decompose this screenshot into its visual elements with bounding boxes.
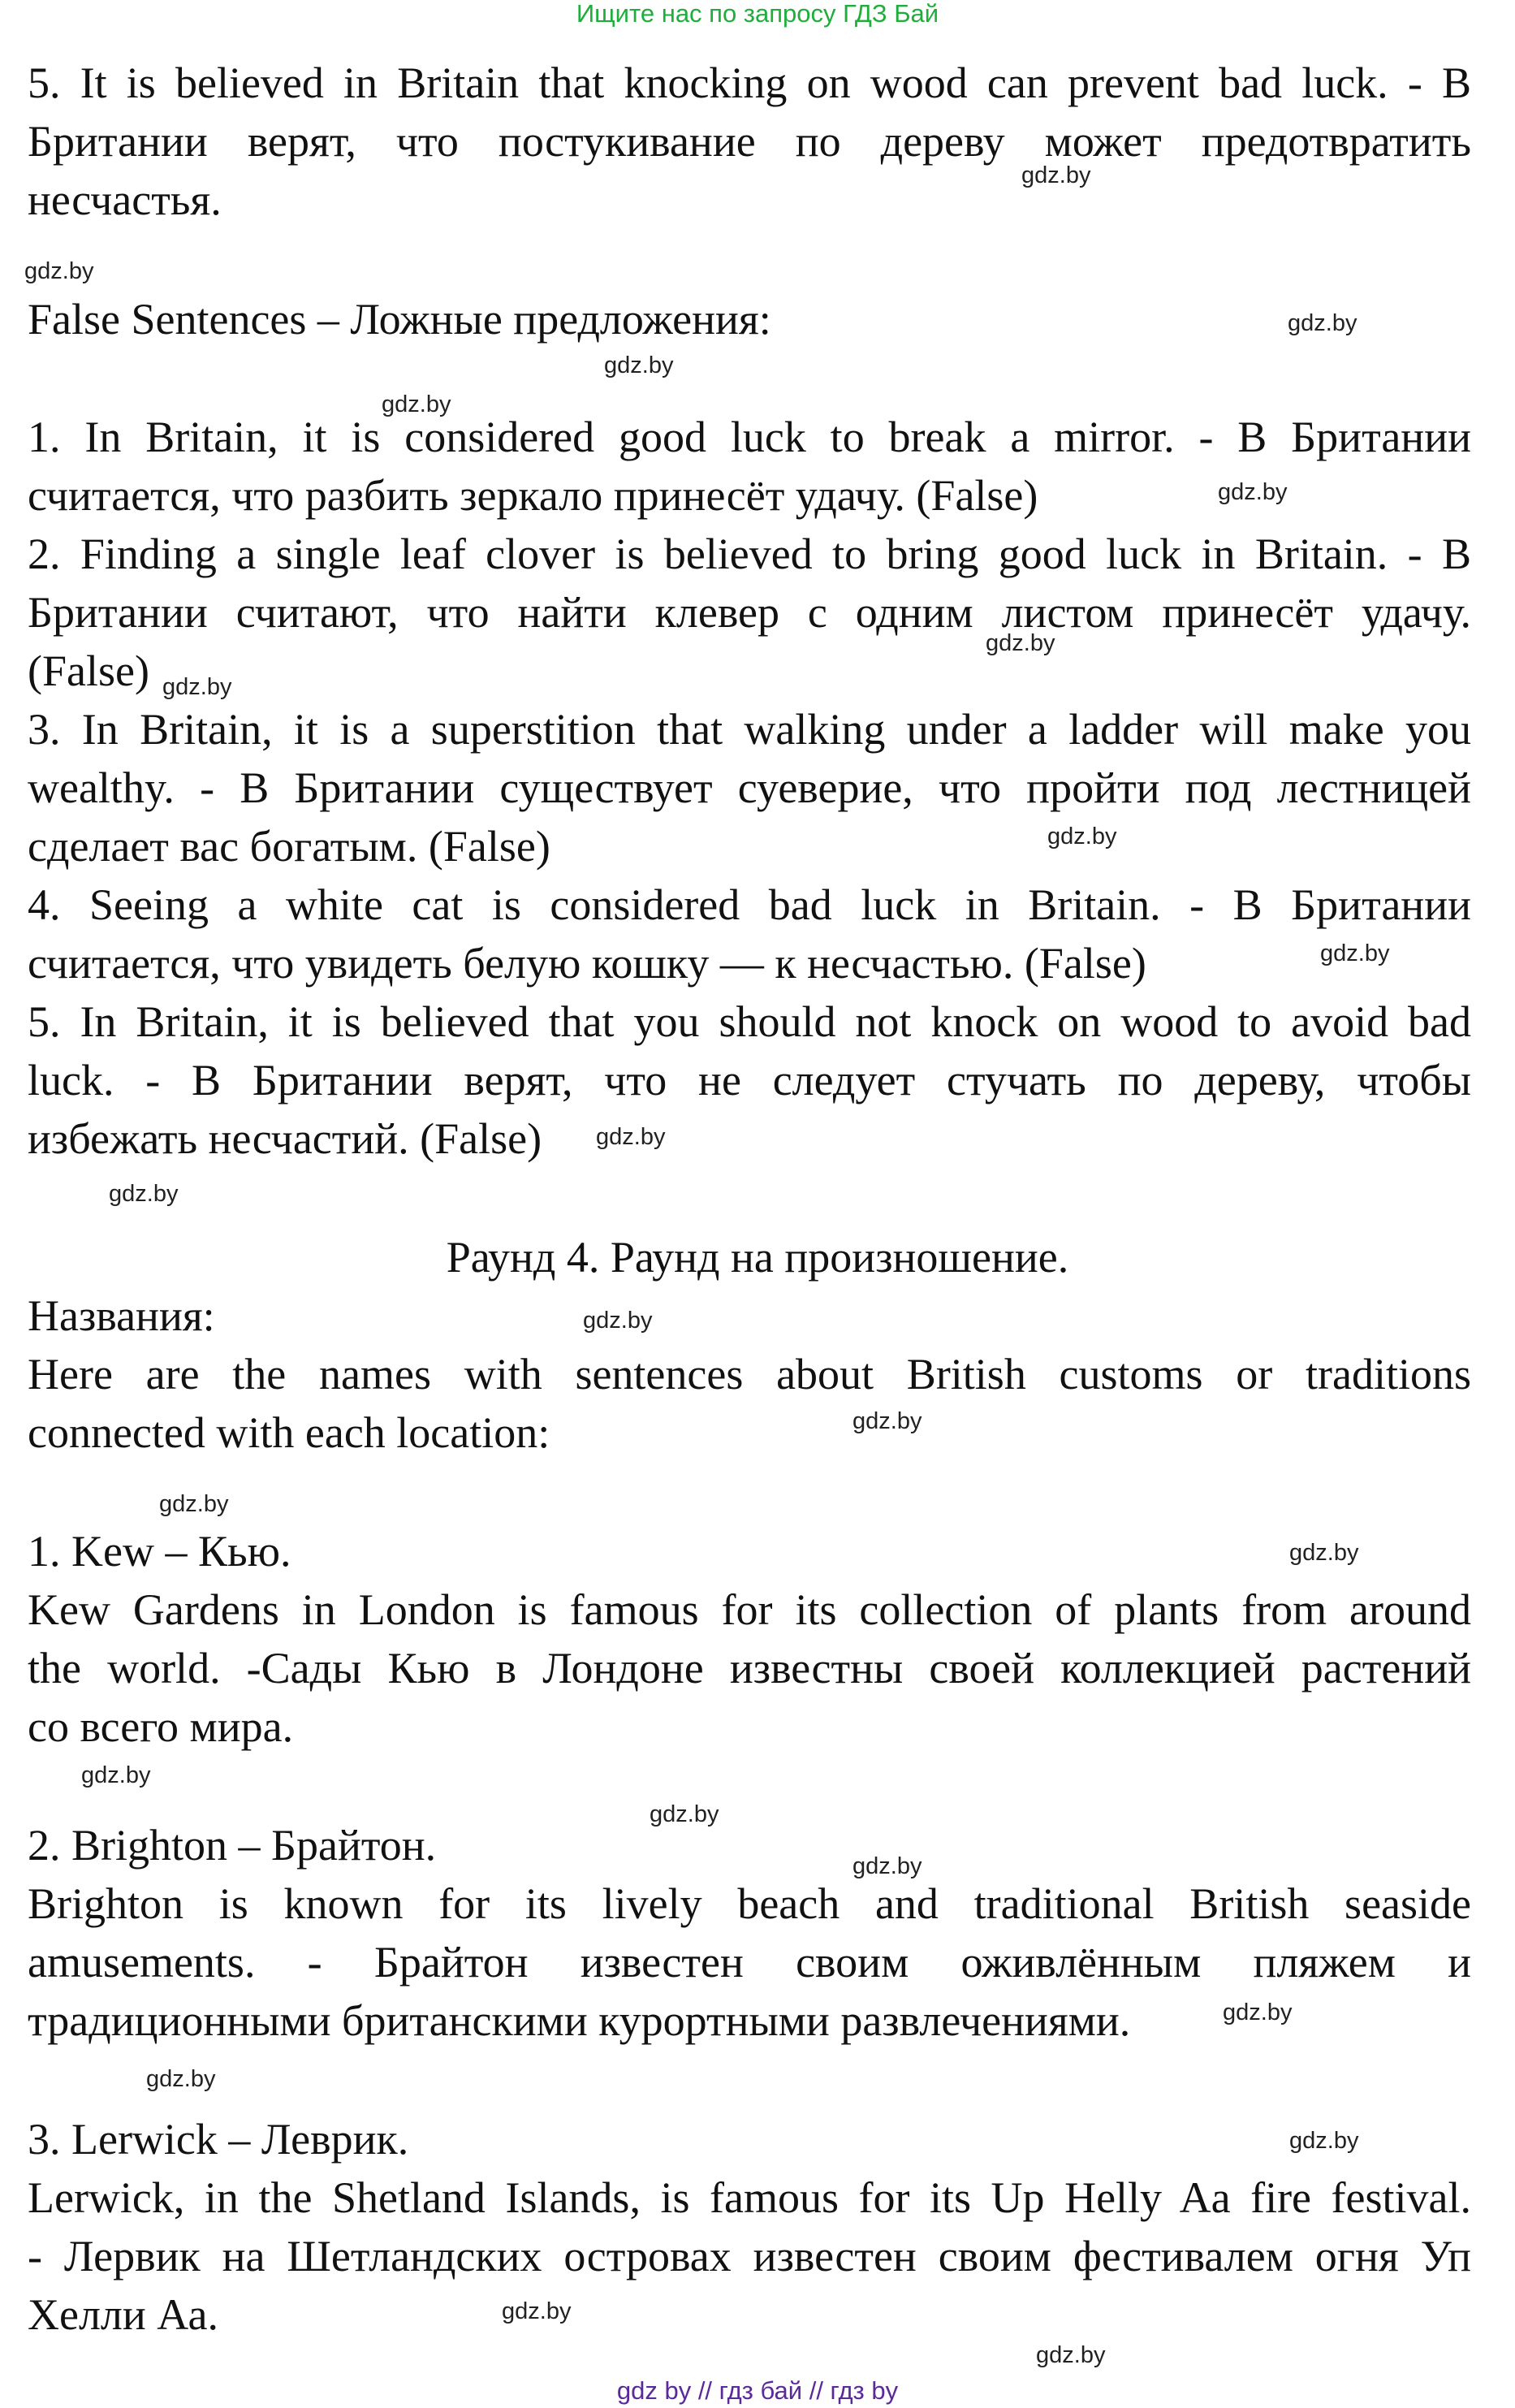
place-1-line-2: the world. -Сады Кью в Лондоне известны своей коллекцией растений [28, 1644, 1471, 1693]
false-item-3-line-3: сделает вас богатым. (False) [28, 822, 550, 871]
false-item-5-line-3: избежать несчастий. (False) [28, 1114, 542, 1163]
watermark: gdz.by [852, 1408, 922, 1434]
names-intro-line-1: Here are the names with sentences about British customs or traditions [28, 1350, 1471, 1399]
watermark: gdz.by [1320, 940, 1390, 966]
false-item-4-line-2: считается, что увидеть белую кошку — к несчастью. (False) [28, 939, 1146, 988]
false-item-3-line-1: 3. In Britain, it is a superstition that walking under a ladder will make you [28, 705, 1471, 754]
watermark: gdz.by [146, 2066, 216, 2092]
watermark: gdz.by [1218, 479, 1288, 505]
place-2-title: 2. Brighton – Брайтон. [28, 1821, 437, 1870]
false-item-2-line-2: Британии считают, что найти клевер с одним листом принесёт удачу. [28, 588, 1471, 637]
watermark: gdz.by [1289, 2128, 1359, 2154]
watermark: gdz.by [502, 2298, 572, 2324]
false-item-3-line-2: wealthy. - В Британии существует суеверие, что пройти под лестницей [28, 763, 1471, 812]
place-3-line-2: - Лервик на Шетландских островах известен своим фестивалем огня Уп [28, 2232, 1471, 2280]
watermark: gdz.by [1036, 2342, 1106, 2368]
intro-item-line-3: несчастья. [28, 175, 222, 224]
watermark: gdz.by [1289, 1540, 1359, 1566]
watermark: gdz.by [109, 1181, 179, 1207]
place-3-line-3: Хелли Аа. [28, 2290, 219, 2339]
watermark: gdz.by [1047, 824, 1117, 850]
place-1-line-1: Kew Gardens in London is famous for its collection of plants from around [28, 1585, 1471, 1634]
false-sentences-heading: False Sentences – Ложные предложения: [28, 295, 771, 344]
names-intro-line-2: connected with each location: [28, 1408, 550, 1457]
place-2-line-1: Brighton is known for its lively beach and traditional British seaside [28, 1879, 1471, 1928]
false-item-5-line-1: 5. In Britain, it is believed that you should not knock on wood to avoid bad [28, 997, 1471, 1046]
place-1-title: 1. Kew – Кью. [28, 1527, 291, 1576]
false-item-1-line-2: считается, что разбить зеркало принесёт удачу. (False) [28, 471, 1038, 520]
false-item-2-line-3: (False) [28, 646, 149, 695]
false-item-5-line-2: luck. - В Британии верят, что не следует стучать по дереву, чтобы [28, 1056, 1471, 1105]
footer-watermark: gdz by // гдз бай // гдз by [616, 2376, 899, 2405]
watermark: gdz.by [986, 630, 1055, 656]
place-2-line-2: amusements. - Брайтон известен своим оживлённым пляжем и [28, 1938, 1471, 1986]
false-item-2-line-1: 2. Finding a single leaf clover is believed to bring good luck in Britain. - В [28, 530, 1471, 578]
intro-item-line-2: Британии верят, что постукивание по дереву может предотвратить [28, 117, 1471, 166]
watermark: gdz.by [650, 1801, 719, 1827]
place-3-title: 3. Lerwick – Леврик. [28, 2115, 409, 2164]
watermark: gdz.by [604, 352, 674, 378]
watermark: gdz.by [162, 674, 232, 700]
watermark: gdz.by [159, 1491, 229, 1517]
place-1-line-3: со всего мира. [28, 1702, 294, 1751]
watermark: gdz.by [1223, 1999, 1293, 2025]
watermark: gdz.by [1288, 310, 1357, 336]
watermark: gdz.by [382, 391, 451, 417]
intro-item-line-1: 5. It is believed in Britain that knocking on wood can prevent bad luck. - В [28, 58, 1471, 107]
watermark: gdz.by [24, 258, 94, 284]
watermark: gdz.by [596, 1124, 666, 1150]
search-hint-link[interactable]: Ищите нас по запросу ГДЗ Бай [576, 0, 939, 28]
round-title: Раунд 4. Раунд на произношение. [446, 1233, 1069, 1282]
watermark: gdz.by [81, 1762, 151, 1788]
place-3-line-1: Lerwick, in the Shetland Islands, is famous for its Up Helly Aa fire festival. [28, 2173, 1471, 2222]
false-item-4-line-1: 4. Seeing a white cat is considered bad luck in Britain. - В Британии [28, 880, 1471, 929]
watermark: gdz.by [852, 1853, 922, 1879]
watermark: gdz.by [583, 1308, 653, 1334]
place-2-line-3: традиционными британскими курортными развлечениями. [28, 1996, 1131, 2045]
false-item-1-line-1: 1. In Britain, it is considered good luck to break a mirror. - В Британии [28, 413, 1471, 461]
names-label: Названия: [28, 1291, 215, 1340]
watermark: gdz.by [1021, 162, 1091, 188]
